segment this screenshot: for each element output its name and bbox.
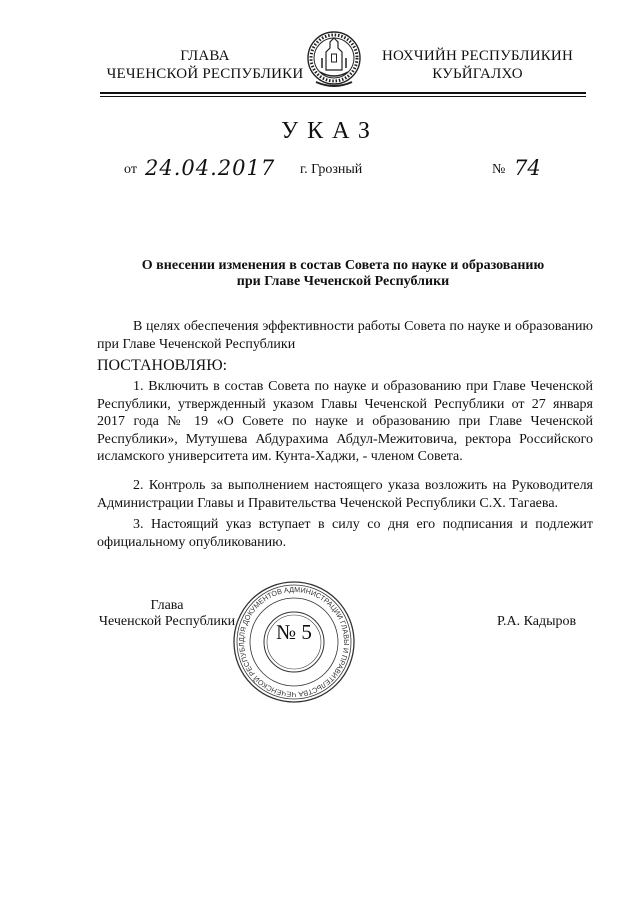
seal-ring-text: ДЛЯ ДОКУМЕНТОВ АДМИНИСТРАЦИИ ГЛАВЫ И ПРАВИТЕЛЬСТВА ЧЕЧЕНСКОЙ РЕСПУБЛ xyxy=(236,584,352,700)
city: г. Грозный xyxy=(300,162,363,177)
date-label: от xyxy=(124,162,137,177)
item-1-paragraph: 1. Включить в состав Совета по науке и образованию при Главе Чеченской Республики, утвержденный указом Главы Чеченской Республики от 27 января 2017 года № 19 «О Совете по науке и образованию при Главе Чеченской Республики», Мутушева Абдурахима Абдул-Межитовича, ректора Российского исламского университета им. Кунта-Хаджи, - членом Совета. xyxy=(97,379,593,464)
intro-paragraph: В целях обеспечения эффективности работы Совета по науке и образованию при Главе Чеченской Республики xyxy=(97,319,593,352)
signature-title-line1: Глава xyxy=(150,598,184,613)
subject-line1: О внесении изменения в состав Совета по науке и образованию xyxy=(141,258,545,273)
header-rule-thick xyxy=(100,92,586,94)
number-label: № xyxy=(492,162,506,177)
decree-word: ПОСТАНОВЛЯЮ: xyxy=(97,357,228,374)
header-right-line2: КУЬЙГАЛХО xyxy=(432,66,523,82)
header-right xyxy=(370,47,585,83)
item-2-paragraph: 2. Контроль за выполнением настоящего указа возложить на Руководителя Администрации Главы и Правительства Чеченской Республики С.Х. Тагаева. xyxy=(97,478,593,511)
coat-of-arms-icon xyxy=(306,28,362,94)
header-left-line1: ГЛАВА xyxy=(180,48,230,64)
header-rule-thin xyxy=(100,96,586,97)
seal-number: № 5 xyxy=(276,620,312,644)
signature-title-line2: Чеченской Республики xyxy=(98,614,236,629)
subject-line2: при Главе Чеченской Республики xyxy=(236,274,450,289)
signatory-name: Р.А. Кадыров xyxy=(497,614,577,629)
header-left-line2: ЧЕЧЕНСКОЙ РЕСПУБЛИКИ xyxy=(106,66,304,82)
number-value: 74 xyxy=(514,156,541,180)
item-3-paragraph: 3. Настоящий указ вступает в силу со дня его подписания и подлежит официальному опубликованию. xyxy=(97,517,593,550)
header-left xyxy=(105,47,305,83)
document-title: УКАЗ xyxy=(281,118,379,144)
date-value: 24.04.2017 xyxy=(145,156,276,180)
subject-heading xyxy=(90,258,596,290)
signature-title xyxy=(92,598,242,630)
header-right-line1: НОХЧИЙН РЕСПУБЛИКИН xyxy=(382,48,573,64)
